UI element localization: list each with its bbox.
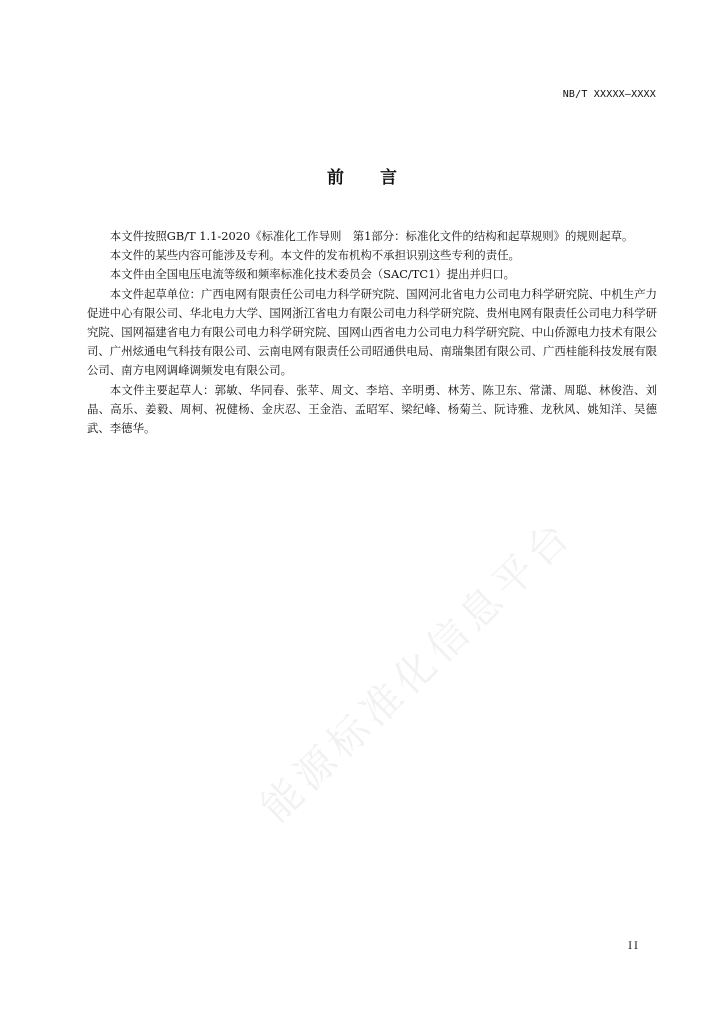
standard-code-header: NB/T XXXXX—XXXX	[562, 89, 656, 100]
paragraph-committee: 本文件由全国电压电流等级和频率标准化技术委员会（SAC/TC1）提出并归口。	[109, 267, 516, 282]
paragraph-drafting-units: 本文件起草单位：广西电网有限责任公司电力科学研究院、国网河北省电力公司电力科学研究院、中机生产力促进中心有限公司、华北电力大学、国网浙江省电力有限公司电力科学研究院、贵州电网有限责任公司电力科学研究院、国网福建省电力有限公司电力科学研究院、国网山西省电力公司电力科学研究院、中山侨源电力技术有限公司、广州炫通电气科技有限公司、云南电网有限责任公司昭通供电局、南瑞集团有限公司、广西桂能科技发展有限公司、南方电网调峰调频发电有限公司。	[87, 286, 657, 378]
page-title: 前言	[327, 168, 433, 188]
paragraph-patent-notice: 本文件的某些内容可能涉及专利。本文件的发布机构不承担识别这些专利的责任。	[109, 248, 520, 263]
watermark-text: 能源标准化信息平台	[252, 510, 583, 832]
foreword-body	[87, 227, 657, 438]
page-number: II	[628, 941, 640, 952]
paragraph-drafters: 本文件主要起草人：郭敏、华同春、张苹、周文、李培、辛明勇、林芳、陈卫东、常潇、周聪、林俊浩、刘晶、高乐、姜毅、周柯、祝健杨、金庆忍、王金浩、孟昭军、梁纪峰、杨菊兰、阮诗雅、龙秋风、姚知洋、吴德武、李德华。	[87, 382, 657, 436]
paragraph-drafting-rules: 本文件按照GB/T 1.1-2020《标准化工作导则 第1部分：标准化文件的结构和起草规则》的规则起草。	[109, 229, 634, 243]
